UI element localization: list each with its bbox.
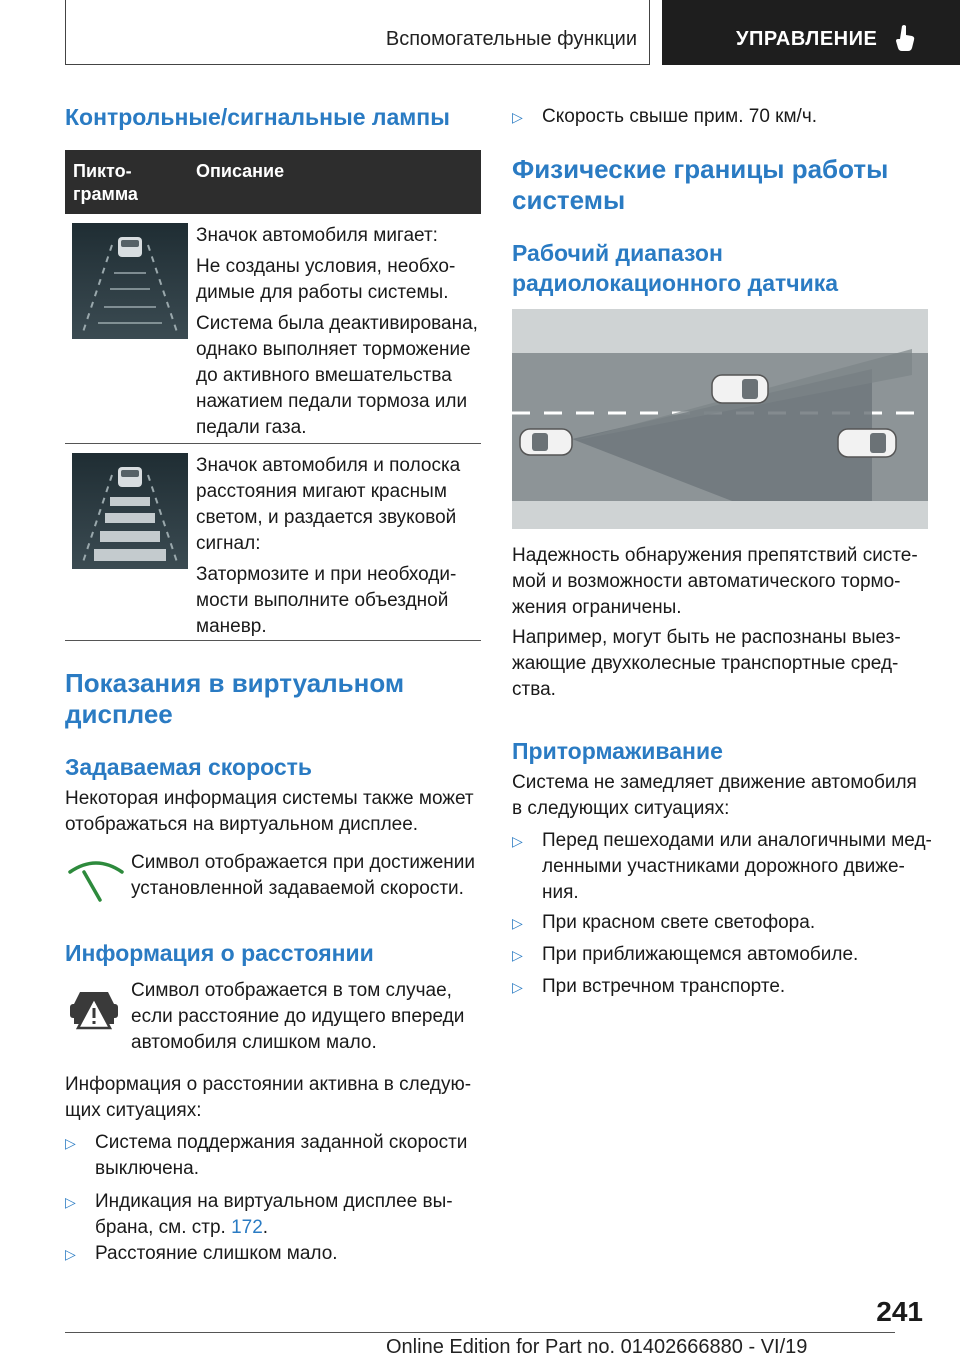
- radar-range-title-line1: Рабочий диапазон: [512, 240, 723, 266]
- distance-symbol-text: [131, 978, 464, 1056]
- car-ahead-same-lane: [838, 429, 896, 457]
- row1-line: Система была деактивирована,: [196, 313, 478, 334]
- text-line: жения ограничены.: [512, 597, 682, 618]
- table-bottom-rule: [65, 640, 481, 641]
- list-item: [65, 1241, 485, 1267]
- text-line: Символ отображается в том случае,: [131, 980, 452, 1001]
- list-item: [65, 1189, 485, 1241]
- bullet-triangle-icon: ▷: [512, 947, 523, 963]
- text-line: Система поддержания заданной скорости: [95, 1132, 468, 1153]
- text-line: Система не замедляет движение автомобиля: [512, 772, 917, 793]
- pictogram-car-flashing: [72, 223, 188, 339]
- text-line: если расстояние до идущего впереди: [131, 1006, 465, 1027]
- header-section-label: Вспомогательные функции: [385, 28, 637, 50]
- set-speed-text: [65, 786, 474, 838]
- text-line: Информация о расстоянии активна в следую-: [65, 1074, 472, 1095]
- radar-range-illustration: [512, 309, 928, 529]
- list-item: [512, 942, 932, 968]
- row2-line: сигнал:: [196, 533, 261, 554]
- row1-line: педали газа.: [196, 417, 307, 438]
- distance-info-title: Информация о расстоянии: [65, 940, 374, 966]
- braking-title: Притормаживание: [512, 738, 723, 764]
- text-line: ства.: [512, 679, 556, 700]
- text-line: отображаться на виртуальном дисплее.: [65, 814, 419, 835]
- text-fragment: .: [262, 1217, 269, 1238]
- text-line: Индикация на виртуальном дисплее вы-: [95, 1191, 453, 1212]
- row2-line: маневр.: [196, 616, 267, 637]
- text-line: мой и возможности автоматического тормо-: [512, 571, 901, 592]
- bullet-triangle-icon: ▷: [512, 109, 523, 125]
- braking-text: [512, 770, 917, 822]
- bullet-triangle-icon: ▷: [65, 1194, 76, 1210]
- set-speed-symbol-text: [131, 850, 475, 902]
- row1-line: нажатием педали тормоза или: [196, 391, 468, 412]
- row1-line: до активного вмешательства: [196, 365, 452, 386]
- virtual-display-title-line1: Показания в виртуальном: [65, 668, 405, 698]
- set-speed-title: Задаваемая скорость: [65, 754, 313, 780]
- list-item-text: Скорость свыше прим. 70 км/ч.: [542, 106, 817, 127]
- text-line: установленной задаваемой скорости.: [131, 878, 464, 899]
- row2-line: мости выполните объездной: [196, 590, 449, 611]
- text-line: выключена.: [95, 1158, 199, 1179]
- radar-range-title: [512, 238, 838, 298]
- list-item-text: При встречном транспорте.: [542, 976, 786, 997]
- physical-limits-title-line1: Физические границы работы: [512, 154, 889, 184]
- list-item: [512, 974, 932, 1000]
- header-section-box: [65, 0, 650, 65]
- example-text: [512, 625, 901, 703]
- bullet-triangle-icon: ▷: [512, 915, 523, 931]
- distance-info-text: [65, 1072, 471, 1124]
- text-line: Перед пешеходами или аналогичными мед-: [542, 830, 932, 851]
- row2-line: Затормозите и при необходи-: [196, 564, 457, 585]
- text-line: автомобиля слишком мало.: [131, 1032, 377, 1053]
- header-chapter-box: [662, 0, 960, 65]
- physical-limits-title-line2: системы: [512, 185, 626, 215]
- car-ahead-left-lane: [712, 375, 768, 403]
- text-fragment: брана, см. стр.: [95, 1217, 232, 1238]
- physical-limits-title: [512, 154, 888, 216]
- text-line: Например, могут быть не распознаны выез-: [512, 627, 901, 648]
- distance-warning-icon: [66, 984, 122, 1032]
- row1-text-b: [196, 254, 455, 306]
- set-speed-arc-icon: [66, 856, 126, 904]
- page-reference-link[interactable]: 172: [231, 1217, 263, 1238]
- text-line: ния.: [542, 882, 579, 903]
- list-item: [512, 828, 932, 906]
- edition-footer: Online Edition for Part no. 01402666880 - VI/19: [386, 1336, 808, 1358]
- list-item-text: [95, 1130, 467, 1182]
- text-line: Расстояние слишком мало.: [95, 1243, 338, 1264]
- table-col-description: Описание: [196, 161, 285, 181]
- row1-text-a: [196, 223, 438, 249]
- page-number: 241: [876, 1296, 923, 1327]
- bullet-triangle-icon: ▷: [512, 979, 523, 995]
- virtual-display-title-line2: дисплее: [65, 699, 173, 729]
- list-item: [65, 1130, 485, 1182]
- row1-line: Значок автомобиля мигает:: [196, 225, 438, 246]
- table-header: [65, 150, 481, 214]
- list-item: [512, 910, 932, 936]
- text-line: [95, 1215, 453, 1241]
- table-col-pictogram-line1: Пикто-: [73, 161, 132, 181]
- row1-line: димые для работы системы.: [196, 282, 449, 303]
- list-item-text: При приближающемся автомобиле.: [542, 944, 859, 965]
- pointing-hand-icon: [894, 24, 918, 52]
- text-line: Некоторая информация системы также может: [65, 788, 474, 809]
- own-car: [520, 429, 572, 455]
- table-col-pictogram-line2: грамма: [73, 184, 138, 204]
- text-line: щих ситуациях:: [65, 1100, 202, 1121]
- row2-line: Значок автомобиля и полоска: [196, 455, 461, 476]
- text-line: Символ отображается при достижении: [131, 852, 475, 873]
- lamps-title: Контрольные/сигнальные лампы: [65, 104, 450, 130]
- list-item-text: [542, 828, 932, 906]
- list-item: [512, 104, 932, 130]
- text-line: Надежность обнаружения препятствий систе-: [512, 545, 918, 566]
- row2-line: расстояния мигают красным: [196, 481, 447, 502]
- text-line: ленными участниками дорожного движе-: [542, 856, 905, 877]
- row1-line: Не созданы условия, необхо-: [196, 256, 456, 277]
- list-item-text: При красном свете светофора.: [542, 912, 816, 933]
- row1-text-c: [196, 311, 478, 441]
- virtual-display-title: [65, 668, 404, 730]
- text-line: жающие двухколесные транспортные сред-: [512, 653, 899, 674]
- header-chapter-label: УПРАВЛЕНИЕ: [736, 28, 878, 50]
- row1-line: однако выполняет торможение: [196, 339, 471, 360]
- bullet-triangle-icon: ▷: [65, 1246, 76, 1262]
- footer-rule: [65, 1332, 895, 1333]
- reliability-text: [512, 543, 918, 621]
- table-row-divider: [65, 443, 481, 444]
- list-item-text: [95, 1189, 453, 1241]
- bullet-triangle-icon: ▷: [512, 833, 523, 849]
- bullet-triangle-icon: ▷: [65, 1135, 76, 1151]
- row2-line: светом, и раздается звуковой: [196, 507, 457, 528]
- text-line: в следующих ситуациях:: [512, 798, 730, 819]
- row2-text-b: [196, 562, 456, 640]
- table-col-pictogram: [73, 160, 173, 206]
- list-item-text: [95, 1241, 338, 1267]
- pictogram-car-distance-bar: [72, 453, 188, 569]
- row2-text-a: [196, 453, 460, 557]
- radar-range-title-line2: радиолокационного датчика: [512, 270, 839, 296]
